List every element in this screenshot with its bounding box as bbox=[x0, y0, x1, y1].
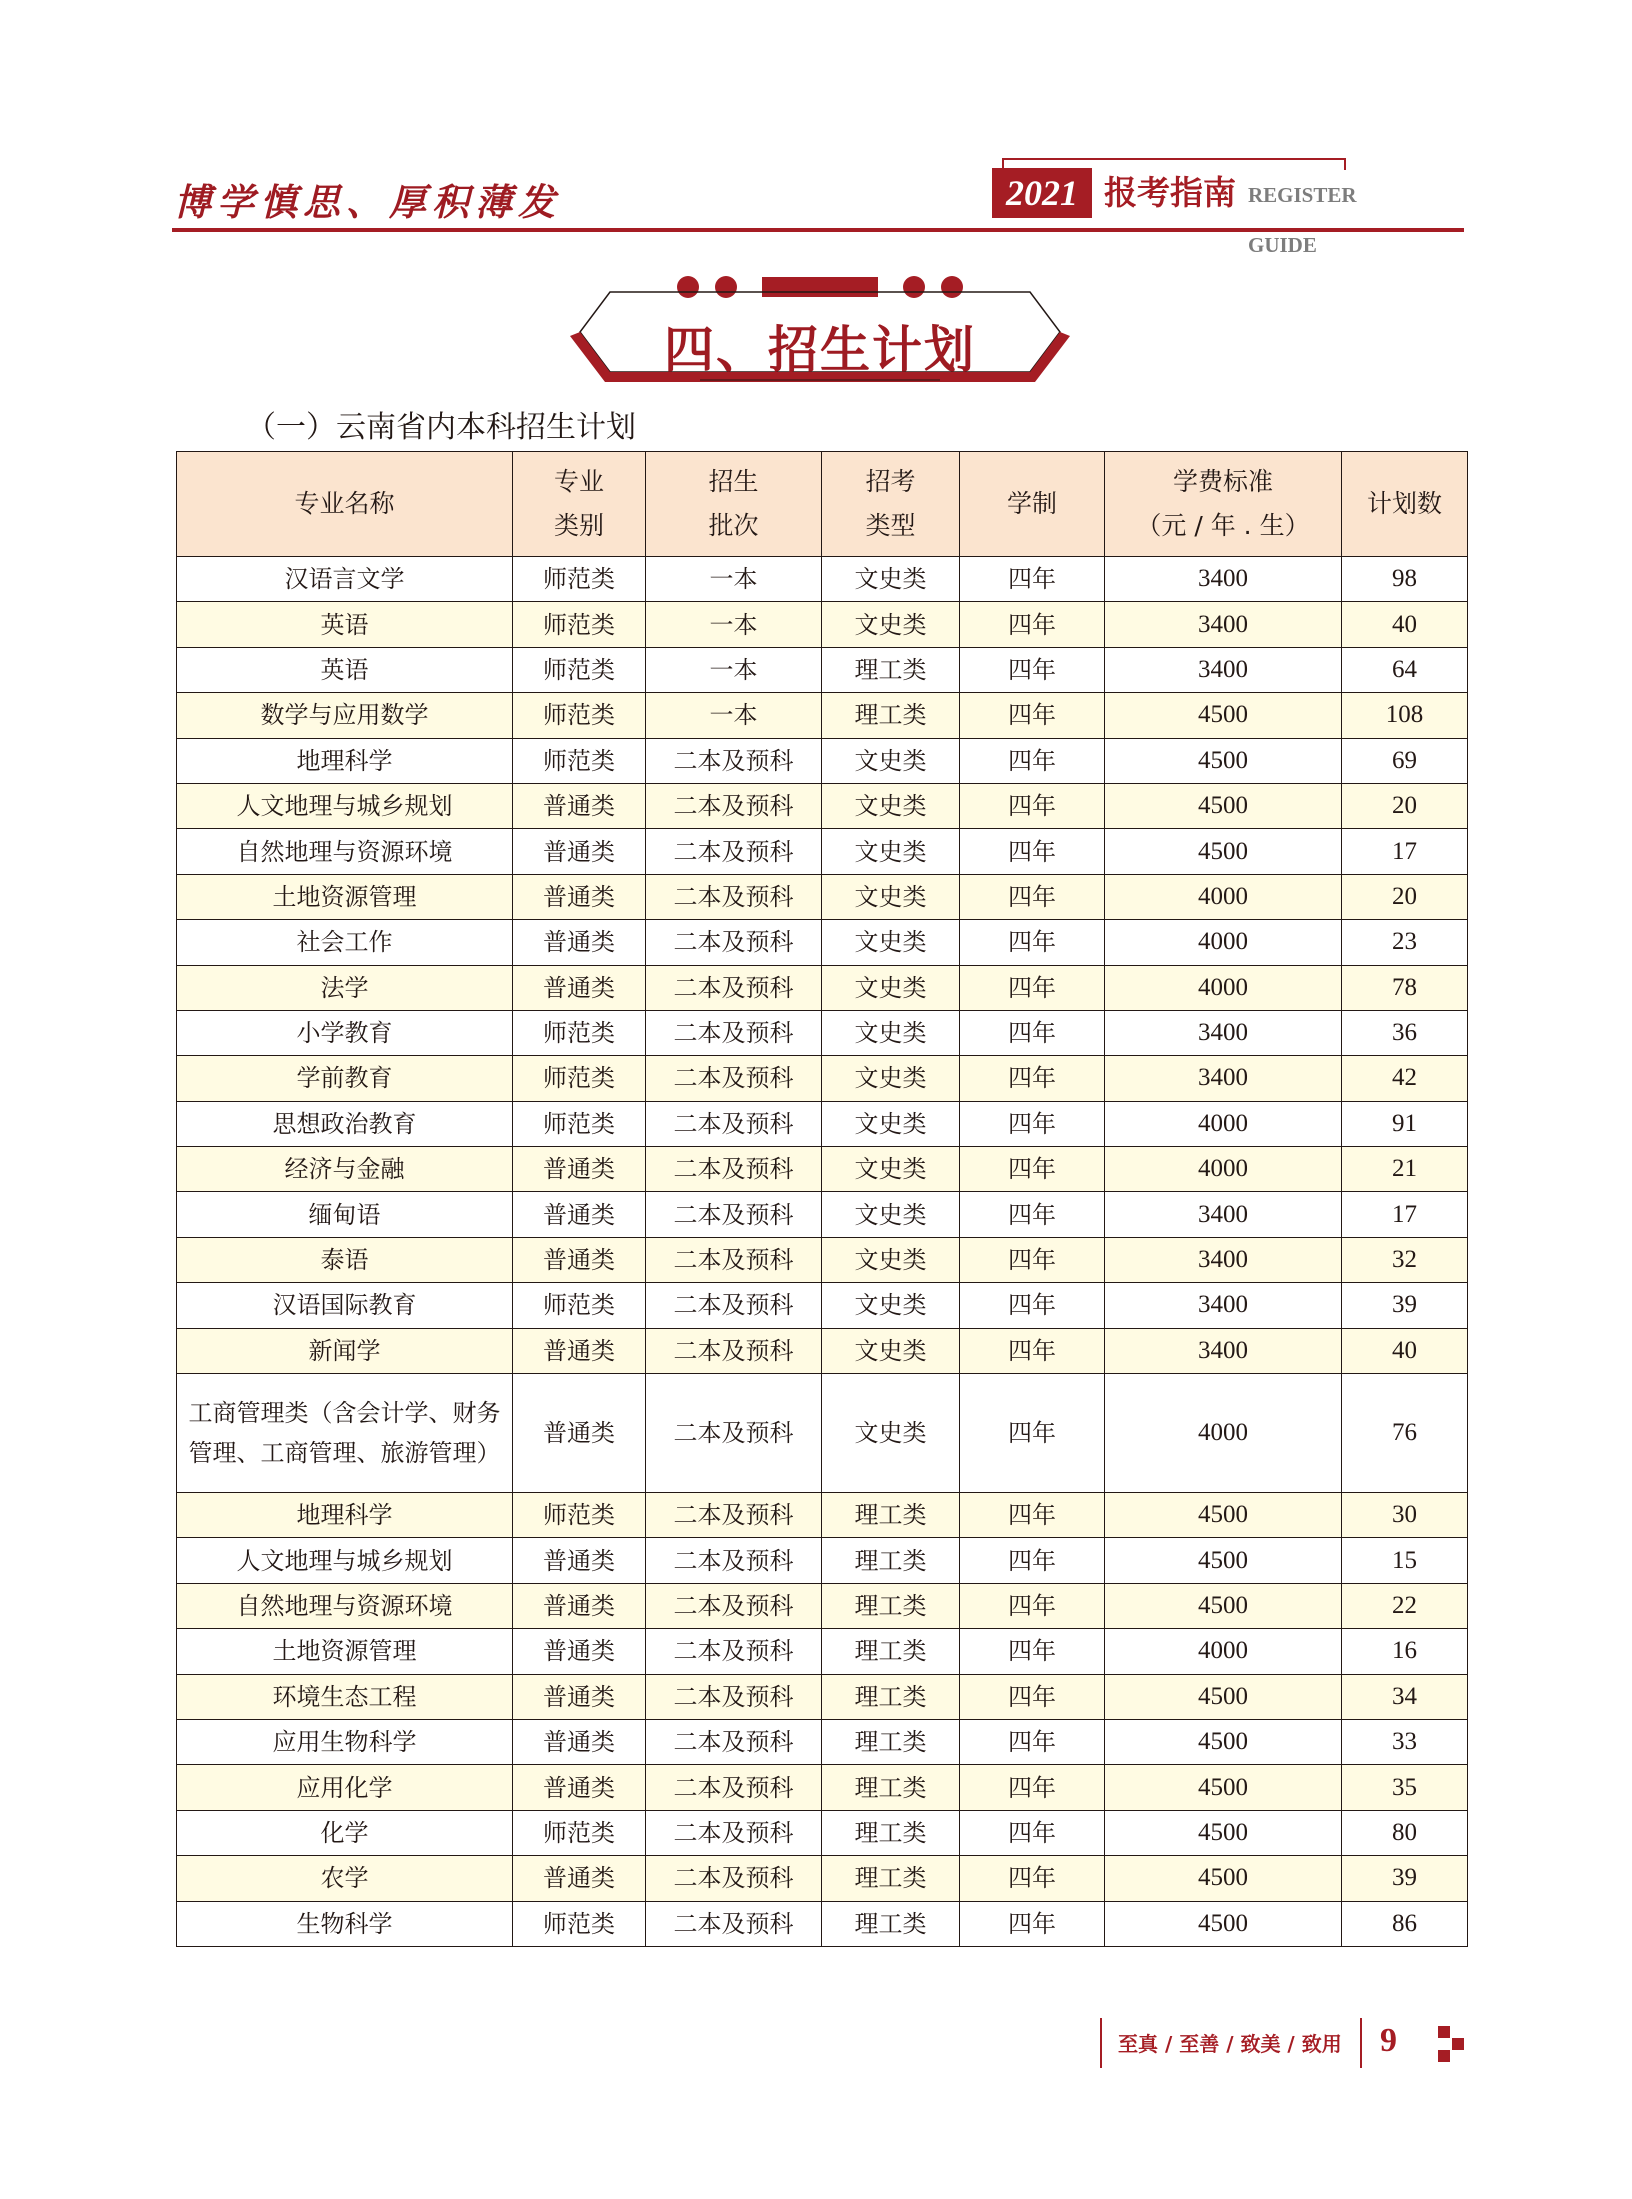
table-cell: 一本 bbox=[646, 557, 822, 602]
table-cell: 文史类 bbox=[822, 1283, 960, 1328]
table-cell: 二本及预科 bbox=[646, 1237, 822, 1282]
column-header bbox=[177, 452, 513, 557]
column-header bbox=[822, 452, 960, 557]
table-cell: 理工类 bbox=[822, 1629, 960, 1674]
table-cell: 二本及预科 bbox=[646, 1810, 822, 1855]
table-cell: 文史类 bbox=[822, 1101, 960, 1146]
table-row bbox=[177, 1674, 1468, 1719]
table-cell: 四年 bbox=[960, 738, 1105, 783]
table-cell: 四年 bbox=[960, 783, 1105, 828]
table-cell: 36 bbox=[1342, 1010, 1468, 1055]
column-header-line: 专业 bbox=[553, 467, 604, 496]
table-cell: 文史类 bbox=[822, 1056, 960, 1101]
table-cell: 四年 bbox=[960, 829, 1105, 874]
year-badge: 2021 bbox=[992, 168, 1092, 218]
column-header-line: 学费标准 bbox=[1172, 467, 1273, 496]
table-cell: 二本及预科 bbox=[646, 1901, 822, 1946]
table-cell: 普通类 bbox=[513, 874, 646, 919]
table-cell: 文史类 bbox=[822, 738, 960, 783]
table-cell: 二本及预科 bbox=[646, 1765, 822, 1810]
table-cell: 二本及预科 bbox=[646, 1192, 822, 1237]
table-cell: 普通类 bbox=[513, 1629, 646, 1674]
table-row bbox=[177, 557, 1468, 602]
table-cell: 泰语 bbox=[177, 1237, 513, 1282]
table-row bbox=[177, 647, 1468, 692]
table-cell: 二本及预科 bbox=[646, 1538, 822, 1583]
table-cell: 4000 bbox=[1105, 965, 1342, 1010]
table-cell: 普通类 bbox=[513, 965, 646, 1010]
column-header bbox=[1342, 452, 1468, 557]
table-cell: 4000 bbox=[1105, 1629, 1342, 1674]
table-cell: 4500 bbox=[1105, 1674, 1342, 1719]
table-header-row bbox=[177, 452, 1468, 557]
table-cell: 86 bbox=[1342, 1901, 1468, 1946]
table-cell: 二本及预科 bbox=[646, 1010, 822, 1055]
table-cell: 4000 bbox=[1105, 874, 1342, 919]
table-cell: 普通类 bbox=[513, 1674, 646, 1719]
table-cell: 二本及预科 bbox=[646, 1101, 822, 1146]
column-header-line: 招生 bbox=[708, 467, 759, 496]
table-cell: 地理科学 bbox=[177, 1493, 513, 1538]
register-guide-badge bbox=[992, 158, 1432, 257]
table-row bbox=[177, 1010, 1468, 1055]
table-cell: 经济与金融 bbox=[177, 1147, 513, 1192]
table-cell: 文史类 bbox=[822, 1147, 960, 1192]
table-cell: 四年 bbox=[960, 557, 1105, 602]
table-cell: 师范类 bbox=[513, 738, 646, 783]
table-cell: 二本及预科 bbox=[646, 1056, 822, 1101]
table-cell: 理工类 bbox=[822, 1901, 960, 1946]
table-cell: 33 bbox=[1342, 1719, 1468, 1764]
table-cell: 文史类 bbox=[822, 965, 960, 1010]
column-header bbox=[646, 452, 822, 557]
table-cell: 文史类 bbox=[822, 557, 960, 602]
table-cell: 42 bbox=[1342, 1056, 1468, 1101]
table-cell: 22 bbox=[1342, 1583, 1468, 1628]
table-cell: 四年 bbox=[960, 920, 1105, 965]
table-cell: 四年 bbox=[960, 602, 1105, 647]
table-cell: 普通类 bbox=[513, 1374, 646, 1493]
table-cell: 3400 bbox=[1105, 1010, 1342, 1055]
table-cell: 17 bbox=[1342, 829, 1468, 874]
table-cell: 4500 bbox=[1105, 1901, 1342, 1946]
table-cell: 农学 bbox=[177, 1856, 513, 1901]
table-row bbox=[177, 1810, 1468, 1855]
table-cell: 20 bbox=[1342, 874, 1468, 919]
table-cell: 土地资源管理 bbox=[177, 874, 513, 919]
column-header bbox=[1105, 452, 1342, 557]
table-cell: 四年 bbox=[960, 1719, 1105, 1764]
table-cell: 91 bbox=[1342, 1101, 1468, 1146]
table-cell: 自然地理与资源环境 bbox=[177, 1583, 513, 1628]
table-row bbox=[177, 965, 1468, 1010]
table-cell: 4500 bbox=[1105, 1765, 1342, 1810]
table-cell: 土地资源管理 bbox=[177, 1629, 513, 1674]
table-cell: 4500 bbox=[1105, 693, 1342, 738]
table-cell: 64 bbox=[1342, 647, 1468, 692]
table-cell: 四年 bbox=[960, 965, 1105, 1010]
decor-square-icon bbox=[1452, 2038, 1464, 2050]
table-row bbox=[177, 738, 1468, 783]
table-row bbox=[177, 1583, 1468, 1628]
table-cell: 理工类 bbox=[822, 1856, 960, 1901]
table-cell: 二本及预科 bbox=[646, 738, 822, 783]
table-cell: 理工类 bbox=[822, 1493, 960, 1538]
table-cell: 76 bbox=[1342, 1374, 1468, 1493]
table-cell: 二本及预科 bbox=[646, 1374, 822, 1493]
page-footer bbox=[1100, 2018, 1480, 2068]
table-cell: 理工类 bbox=[822, 647, 960, 692]
table-cell: 35 bbox=[1342, 1765, 1468, 1810]
table-cell: 二本及预科 bbox=[646, 1719, 822, 1764]
page-header bbox=[172, 150, 1464, 257]
footer-divider bbox=[1100, 2018, 1102, 2068]
table-cell: 普通类 bbox=[513, 829, 646, 874]
table-cell: 文史类 bbox=[822, 602, 960, 647]
table-cell: 文史类 bbox=[822, 920, 960, 965]
table-cell: 文史类 bbox=[822, 874, 960, 919]
table-cell: 3400 bbox=[1105, 1328, 1342, 1373]
table-cell: 4500 bbox=[1105, 1538, 1342, 1583]
table-cell: 4500 bbox=[1105, 1493, 1342, 1538]
table-cell: 四年 bbox=[960, 1010, 1105, 1055]
table-cell: 40 bbox=[1342, 602, 1468, 647]
table-cell: 二本及预科 bbox=[646, 1583, 822, 1628]
table-cell: 普通类 bbox=[513, 1765, 646, 1810]
header-divider bbox=[172, 228, 1464, 232]
table-cell: 理工类 bbox=[822, 693, 960, 738]
table-cell: 二本及预科 bbox=[646, 1493, 822, 1538]
table-cell: 理工类 bbox=[822, 1538, 960, 1583]
table-cell: 3400 bbox=[1105, 602, 1342, 647]
table-cell: 思想政治教育 bbox=[177, 1101, 513, 1146]
table-cell: 缅甸语 bbox=[177, 1192, 513, 1237]
footer-divider bbox=[1360, 2018, 1362, 2068]
table-row bbox=[177, 1901, 1468, 1946]
table-cell: 98 bbox=[1342, 557, 1468, 602]
table-cell: 二本及预科 bbox=[646, 1283, 822, 1328]
table-cell: 文史类 bbox=[822, 1192, 960, 1237]
table-cell: 学前教育 bbox=[177, 1056, 513, 1101]
table-cell: 四年 bbox=[960, 1056, 1105, 1101]
table-cell: 69 bbox=[1342, 738, 1468, 783]
guide-title-cn: 报考指南 bbox=[1104, 173, 1236, 212]
table-cell: 34 bbox=[1342, 1674, 1468, 1719]
section-title-banner bbox=[540, 270, 1100, 390]
table-cell: 普通类 bbox=[513, 1856, 646, 1901]
table-cell: 4500 bbox=[1105, 783, 1342, 828]
table-cell: 文史类 bbox=[822, 1374, 960, 1493]
table-row bbox=[177, 1374, 1468, 1493]
table-cell: 16 bbox=[1342, 1629, 1468, 1674]
table-cell: 文史类 bbox=[822, 1010, 960, 1055]
table-cell: 一本 bbox=[646, 693, 822, 738]
column-header bbox=[513, 452, 646, 557]
table-cell: 二本及预科 bbox=[646, 874, 822, 919]
table-cell: 普通类 bbox=[513, 783, 646, 828]
table-cell: 师范类 bbox=[513, 1101, 646, 1146]
table-row bbox=[177, 1538, 1468, 1583]
table-cell: 30 bbox=[1342, 1493, 1468, 1538]
table-cell: 一本 bbox=[646, 647, 822, 692]
table-row bbox=[177, 783, 1468, 828]
table-cell: 四年 bbox=[960, 1493, 1105, 1538]
table-cell: 3400 bbox=[1105, 557, 1342, 602]
table-cell: 师范类 bbox=[513, 1010, 646, 1055]
table-cell: 师范类 bbox=[513, 557, 646, 602]
table-cell: 21 bbox=[1342, 1147, 1468, 1192]
column-header-line: 类型 bbox=[865, 511, 916, 540]
column-header-line: 类别 bbox=[553, 511, 604, 540]
table-cell: 4500 bbox=[1105, 1719, 1342, 1764]
table-cell: 社会工作 bbox=[177, 920, 513, 965]
table-cell: 应用化学 bbox=[177, 1765, 513, 1810]
table-cell: 英语 bbox=[177, 647, 513, 692]
table-cell: 普通类 bbox=[513, 1192, 646, 1237]
column-header-line: 学制 bbox=[1006, 489, 1057, 518]
table-cell: 4500 bbox=[1105, 829, 1342, 874]
table-cell: 20 bbox=[1342, 783, 1468, 828]
table-cell: 师范类 bbox=[513, 602, 646, 647]
table-cell: 一本 bbox=[646, 602, 822, 647]
table-cell: 普通类 bbox=[513, 1237, 646, 1282]
table-cell: 应用生物科学 bbox=[177, 1719, 513, 1764]
table-cell: 二本及预科 bbox=[646, 920, 822, 965]
table-cell: 四年 bbox=[960, 1237, 1105, 1282]
table-cell: 二本及预科 bbox=[646, 1674, 822, 1719]
table-cell: 四年 bbox=[960, 693, 1105, 738]
table-cell: 39 bbox=[1342, 1283, 1468, 1328]
guide-title-en: REGISTER GUIDE bbox=[1244, 170, 1432, 270]
table-cell: 四年 bbox=[960, 1101, 1105, 1146]
table-cell: 文史类 bbox=[822, 829, 960, 874]
page-number: 9 bbox=[1380, 2022, 1397, 2059]
table-cell: 普通类 bbox=[513, 1583, 646, 1628]
table-cell: 4000 bbox=[1105, 1374, 1342, 1493]
table-cell: 四年 bbox=[960, 1765, 1105, 1810]
table-cell: 生物科学 bbox=[177, 1901, 513, 1946]
table-cell: 汉语国际教育 bbox=[177, 1283, 513, 1328]
table-cell: 师范类 bbox=[513, 1810, 646, 1855]
section-title: 四、招生计划 bbox=[664, 320, 976, 379]
table-row bbox=[177, 1101, 1468, 1146]
table-cell: 二本及预科 bbox=[646, 1629, 822, 1674]
table-cell: 四年 bbox=[960, 1538, 1105, 1583]
table-cell: 文史类 bbox=[822, 1328, 960, 1373]
table-cell: 理工类 bbox=[822, 1583, 960, 1628]
table-row bbox=[177, 1719, 1468, 1764]
table-row bbox=[177, 1192, 1468, 1237]
table-cell: 四年 bbox=[960, 1674, 1105, 1719]
table-row bbox=[177, 1237, 1468, 1282]
table-cell: 英语 bbox=[177, 602, 513, 647]
table-cell: 四年 bbox=[960, 1374, 1105, 1493]
table-cell: 78 bbox=[1342, 965, 1468, 1010]
table-cell: 4500 bbox=[1105, 1810, 1342, 1855]
table-row bbox=[177, 1056, 1468, 1101]
table-row bbox=[177, 693, 1468, 738]
table-row bbox=[177, 829, 1468, 874]
table-cell: 理工类 bbox=[822, 1810, 960, 1855]
table-cell: 普通类 bbox=[513, 1719, 646, 1764]
table-cell: 理工类 bbox=[822, 1719, 960, 1764]
table-cell: 四年 bbox=[960, 1328, 1105, 1373]
table-row bbox=[177, 1765, 1468, 1810]
table-cell: 化学 bbox=[177, 1810, 513, 1855]
table-cell: 四年 bbox=[960, 1856, 1105, 1901]
column-header-line: 批次 bbox=[708, 511, 759, 540]
table-row bbox=[177, 1629, 1468, 1674]
column-header-line: 计划数 bbox=[1366, 489, 1442, 518]
table-cell: 四年 bbox=[960, 1147, 1105, 1192]
table-cell: 4500 bbox=[1105, 1856, 1342, 1901]
decor-square-icon bbox=[1438, 2050, 1450, 2062]
table-cell: 师范类 bbox=[513, 1901, 646, 1946]
table-cell: 39 bbox=[1342, 1856, 1468, 1901]
column-header bbox=[960, 452, 1105, 557]
table-cell: 师范类 bbox=[513, 1493, 646, 1538]
table-cell: 二本及预科 bbox=[646, 1856, 822, 1901]
table-cell: 3400 bbox=[1105, 647, 1342, 692]
enrollment-plan-table bbox=[176, 451, 1468, 1947]
header-motto: 博学慎思、厚积薄发 bbox=[174, 180, 561, 224]
table-cell: 汉语言文学 bbox=[177, 557, 513, 602]
table-cell: 23 bbox=[1342, 920, 1468, 965]
table-cell: 文史类 bbox=[822, 1237, 960, 1282]
table-cell: 108 bbox=[1342, 693, 1468, 738]
table-cell: 80 bbox=[1342, 1810, 1468, 1855]
table-cell: 普通类 bbox=[513, 1328, 646, 1373]
table-cell: 二本及预科 bbox=[646, 965, 822, 1010]
decor-square-icon bbox=[1438, 2026, 1450, 2038]
table-cell: 工商管理类（含会计学、财务管理、工商管理、旅游管理） bbox=[177, 1374, 513, 1493]
table-cell: 4000 bbox=[1105, 1101, 1342, 1146]
table-cell: 普通类 bbox=[513, 920, 646, 965]
table-row bbox=[177, 1283, 1468, 1328]
table-row bbox=[177, 1493, 1468, 1538]
table-cell: 人文地理与城乡规划 bbox=[177, 1538, 513, 1583]
table-cell: 3400 bbox=[1105, 1283, 1342, 1328]
table-cell: 理工类 bbox=[822, 1674, 960, 1719]
table-cell: 二本及预科 bbox=[646, 829, 822, 874]
table-row bbox=[177, 602, 1468, 647]
table-cell: 地理科学 bbox=[177, 738, 513, 783]
table-cell: 32 bbox=[1342, 1237, 1468, 1282]
table-cell: 四年 bbox=[960, 647, 1105, 692]
table-cell: 4500 bbox=[1105, 738, 1342, 783]
table-cell: 新闻学 bbox=[177, 1328, 513, 1373]
table-cell: 文史类 bbox=[822, 783, 960, 828]
column-header-line: 专业名称 bbox=[294, 489, 395, 518]
table-cell: 四年 bbox=[960, 1583, 1105, 1628]
table-row bbox=[177, 1147, 1468, 1192]
table-cell: 四年 bbox=[960, 1283, 1105, 1328]
table-cell: 四年 bbox=[960, 1192, 1105, 1237]
table-cell: 4000 bbox=[1105, 920, 1342, 965]
table-cell: 17 bbox=[1342, 1192, 1468, 1237]
table-cell: 师范类 bbox=[513, 1056, 646, 1101]
table-cell: 环境生态工程 bbox=[177, 1674, 513, 1719]
table-cell: 人文地理与城乡规划 bbox=[177, 783, 513, 828]
table-cell: 二本及预科 bbox=[646, 1328, 822, 1373]
table-row bbox=[177, 874, 1468, 919]
footer-motto: 至真 / 至善 / 致美 / 致用 bbox=[1118, 2032, 1342, 2056]
table-cell: 数学与应用数学 bbox=[177, 693, 513, 738]
table-cell: 3400 bbox=[1105, 1056, 1342, 1101]
column-header-line: 招考 bbox=[865, 467, 916, 496]
table-cell: 师范类 bbox=[513, 693, 646, 738]
table-cell: 四年 bbox=[960, 874, 1105, 919]
column-header-line: （元 / 年 . 生） bbox=[1136, 511, 1310, 540]
table-cell: 15 bbox=[1342, 1538, 1468, 1583]
table-cell: 法学 bbox=[177, 965, 513, 1010]
subheading: （一）云南省内本科招生计划 bbox=[246, 410, 636, 445]
table-row bbox=[177, 1856, 1468, 1901]
table-row bbox=[177, 1328, 1468, 1373]
table-cell: 3400 bbox=[1105, 1192, 1342, 1237]
table-cell: 四年 bbox=[960, 1629, 1105, 1674]
table-cell: 师范类 bbox=[513, 1283, 646, 1328]
table-cell: 理工类 bbox=[822, 1765, 960, 1810]
table-cell: 自然地理与资源环境 bbox=[177, 829, 513, 874]
table-cell: 四年 bbox=[960, 1901, 1105, 1946]
table-cell: 4000 bbox=[1105, 1147, 1342, 1192]
table-row bbox=[177, 920, 1468, 965]
table-cell: 二本及预科 bbox=[646, 783, 822, 828]
table-cell: 四年 bbox=[960, 1810, 1105, 1855]
table-cell: 小学教育 bbox=[177, 1010, 513, 1055]
table-cell: 普通类 bbox=[513, 1147, 646, 1192]
table-cell: 普通类 bbox=[513, 1538, 646, 1583]
table-cell: 师范类 bbox=[513, 647, 646, 692]
table-cell: 二本及预科 bbox=[646, 1147, 822, 1192]
table-cell: 3400 bbox=[1105, 1237, 1342, 1282]
table-cell: 4500 bbox=[1105, 1583, 1342, 1628]
table-cell: 40 bbox=[1342, 1328, 1468, 1373]
